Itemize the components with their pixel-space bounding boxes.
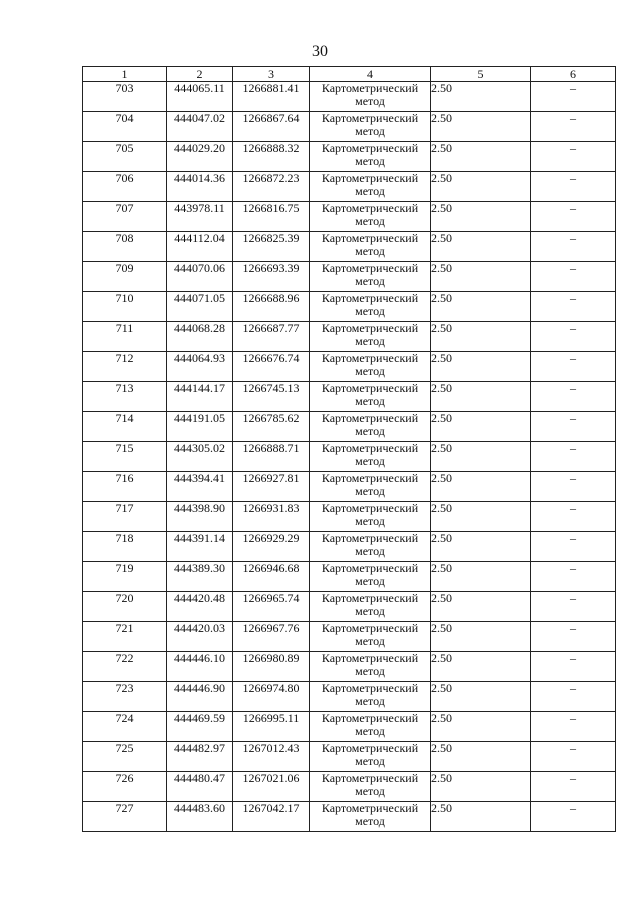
method-cell xyxy=(310,232,431,262)
method-label-line2: метод xyxy=(355,274,385,288)
method-label-line2: метод xyxy=(355,424,385,438)
table-row xyxy=(83,292,616,322)
method-label-line2: метод xyxy=(355,304,385,318)
header-col-3: 3 xyxy=(233,67,310,82)
method-label-line1: Картометрический xyxy=(321,411,419,425)
method-cell xyxy=(310,412,431,442)
method-label-line1: Картометрический xyxy=(321,381,419,395)
x-coordinate-cell: 444398.90 xyxy=(167,502,233,532)
note-cell: – xyxy=(531,292,616,322)
header-col-1: 1 xyxy=(83,67,167,82)
method-cell xyxy=(310,712,431,742)
precision-cell: 2.50 xyxy=(431,592,531,622)
x-coordinate-cell: 444065.11 xyxy=(167,82,233,112)
note-cell: – xyxy=(531,472,616,502)
table-row xyxy=(83,772,616,802)
method-cell xyxy=(310,352,431,382)
method-label-line1: Картометрический xyxy=(321,321,419,335)
table-row xyxy=(83,562,616,592)
point-number-cell: 707 xyxy=(83,202,167,232)
point-number-cell: 724 xyxy=(83,712,167,742)
method-cell xyxy=(310,382,431,412)
x-coordinate-cell: 444483.60 xyxy=(167,802,233,832)
note-cell: – xyxy=(531,772,616,802)
table-row xyxy=(83,652,616,682)
y-coordinate-cell: 1266888.71 xyxy=(233,442,310,472)
method-label-line1: Картометрический xyxy=(321,531,419,545)
x-coordinate-cell: 444305.02 xyxy=(167,442,233,472)
method-cell xyxy=(310,292,431,322)
x-coordinate-cell: 444394.41 xyxy=(167,472,233,502)
point-number-cell: 717 xyxy=(83,502,167,532)
point-number-cell: 713 xyxy=(83,382,167,412)
y-coordinate-cell: 1266816.75 xyxy=(233,202,310,232)
method-label-line1: Картометрический xyxy=(321,651,419,665)
point-number-cell: 718 xyxy=(83,532,167,562)
method-label-line2: метод xyxy=(355,334,385,348)
precision-cell: 2.50 xyxy=(431,142,531,172)
header-col-6: 6 xyxy=(531,67,616,82)
table-row xyxy=(83,442,616,472)
point-number-cell: 726 xyxy=(83,772,167,802)
note-cell: – xyxy=(531,112,616,142)
table-row xyxy=(83,802,616,832)
precision-cell: 2.50 xyxy=(431,622,531,652)
y-coordinate-cell: 1266929.29 xyxy=(233,532,310,562)
table-row xyxy=(83,382,616,412)
method-label-line1: Картометрический xyxy=(321,501,419,515)
note-cell: – xyxy=(531,682,616,712)
method-cell xyxy=(310,592,431,622)
x-coordinate-cell: 444482.97 xyxy=(167,742,233,772)
page-number: 30 xyxy=(312,43,328,60)
x-coordinate-cell: 444047.02 xyxy=(167,112,233,142)
x-coordinate-cell: 444191.05 xyxy=(167,412,233,442)
method-label-line1: Картометрический xyxy=(321,141,419,155)
precision-cell: 2.50 xyxy=(431,262,531,292)
method-label-line2: метод xyxy=(355,814,385,828)
method-label-line2: метод xyxy=(355,154,385,168)
y-coordinate-cell: 1266980.89 xyxy=(233,652,310,682)
method-cell xyxy=(310,562,431,592)
x-coordinate-cell: 444389.30 xyxy=(167,562,233,592)
method-label-line1: Картометрический xyxy=(321,441,419,455)
x-coordinate-cell: 444446.10 xyxy=(167,652,233,682)
method-label-line1: Картометрический xyxy=(321,351,419,365)
method-label-line1: Картометрический xyxy=(321,621,419,635)
table-row xyxy=(83,472,616,502)
precision-cell: 2.50 xyxy=(431,562,531,592)
method-label-line2: метод xyxy=(355,514,385,528)
method-cell xyxy=(310,772,431,802)
point-number-cell: 712 xyxy=(83,352,167,382)
point-number-cell: 721 xyxy=(83,622,167,652)
point-number-cell: 705 xyxy=(83,142,167,172)
method-cell xyxy=(310,442,431,472)
method-label-line2: метод xyxy=(355,214,385,228)
method-label-line2: метод xyxy=(355,724,385,738)
y-coordinate-cell: 1267042.17 xyxy=(233,802,310,832)
precision-cell: 2.50 xyxy=(431,202,531,232)
y-coordinate-cell: 1266688.96 xyxy=(233,292,310,322)
y-coordinate-cell: 1266965.74 xyxy=(233,592,310,622)
note-cell: – xyxy=(531,622,616,652)
y-coordinate-cell: 1266825.39 xyxy=(233,232,310,262)
method-cell xyxy=(310,172,431,202)
table-header xyxy=(83,67,616,82)
precision-cell: 2.50 xyxy=(431,802,531,832)
precision-cell: 2.50 xyxy=(431,172,531,202)
method-label-line1: Картометрический xyxy=(321,261,419,275)
x-coordinate-cell: 444064.93 xyxy=(167,352,233,382)
y-coordinate-cell: 1266676.74 xyxy=(233,352,310,382)
point-number-cell: 711 xyxy=(83,322,167,352)
x-coordinate-cell: 443978.11 xyxy=(167,202,233,232)
precision-cell: 2.50 xyxy=(431,352,531,382)
precision-cell: 2.50 xyxy=(431,442,531,472)
precision-cell: 2.50 xyxy=(431,322,531,352)
point-number-cell: 723 xyxy=(83,682,167,712)
x-coordinate-cell: 444480.47 xyxy=(167,772,233,802)
table-row xyxy=(83,142,616,172)
method-label-line2: метод xyxy=(355,394,385,408)
note-cell: – xyxy=(531,322,616,352)
y-coordinate-cell: 1266927.81 xyxy=(233,472,310,502)
point-number-cell: 714 xyxy=(83,412,167,442)
point-number-cell: 727 xyxy=(83,802,167,832)
precision-cell: 2.50 xyxy=(431,772,531,802)
x-coordinate-cell: 444029.20 xyxy=(167,142,233,172)
table-row xyxy=(83,592,616,622)
method-label-line1: Картометрический xyxy=(321,561,419,575)
method-label-line1: Картометрический xyxy=(321,171,419,185)
note-cell: – xyxy=(531,442,616,472)
table-row xyxy=(83,412,616,442)
method-cell xyxy=(310,682,431,712)
point-number-cell: 708 xyxy=(83,232,167,262)
method-cell xyxy=(310,142,431,172)
method-label-line2: метод xyxy=(355,574,385,588)
table-row xyxy=(83,352,616,382)
note-cell: – xyxy=(531,652,616,682)
method-cell xyxy=(310,82,431,112)
method-label-line1: Картометрический xyxy=(321,231,419,245)
method-cell xyxy=(310,802,431,832)
method-cell xyxy=(310,202,431,232)
point-number-cell: 725 xyxy=(83,742,167,772)
precision-cell: 2.50 xyxy=(431,472,531,502)
precision-cell: 2.50 xyxy=(431,412,531,442)
precision-cell: 2.50 xyxy=(431,532,531,562)
method-label-line1: Картометрический xyxy=(321,711,419,725)
method-label-line2: метод xyxy=(355,634,385,648)
method-label-line2: метод xyxy=(355,604,385,618)
x-coordinate-cell: 444420.03 xyxy=(167,622,233,652)
table-row xyxy=(83,502,616,532)
method-label-line2: метод xyxy=(355,454,385,468)
y-coordinate-cell: 1266974.80 xyxy=(233,682,310,712)
method-label-line2: метод xyxy=(355,544,385,558)
table-row xyxy=(83,172,616,202)
point-number-cell: 710 xyxy=(83,292,167,322)
method-cell xyxy=(310,262,431,292)
table-row xyxy=(83,322,616,352)
precision-cell: 2.50 xyxy=(431,682,531,712)
note-cell: – xyxy=(531,202,616,232)
method-label-line2: метод xyxy=(355,664,385,678)
table-row xyxy=(83,82,616,112)
method-label-line1: Картометрический xyxy=(321,201,419,215)
method-label-line1: Картометрический xyxy=(321,81,419,95)
note-cell: – xyxy=(531,382,616,412)
method-cell xyxy=(310,472,431,502)
precision-cell: 2.50 xyxy=(431,292,531,322)
header-col-4: 4 xyxy=(310,67,431,82)
method-cell xyxy=(310,532,431,562)
precision-cell: 2.50 xyxy=(431,502,531,532)
x-coordinate-cell: 444068.28 xyxy=(167,322,233,352)
x-coordinate-cell: 444446.90 xyxy=(167,682,233,712)
header-row xyxy=(83,67,616,82)
x-coordinate-cell: 444014.36 xyxy=(167,172,233,202)
table-row xyxy=(83,532,616,562)
note-cell: – xyxy=(531,532,616,562)
point-number-cell: 719 xyxy=(83,562,167,592)
method-cell xyxy=(310,112,431,142)
note-cell: – xyxy=(531,562,616,592)
method-label-line2: метод xyxy=(355,364,385,378)
table-row xyxy=(83,202,616,232)
y-coordinate-cell: 1266872.23 xyxy=(233,172,310,202)
method-cell xyxy=(310,502,431,532)
method-label-line2: метод xyxy=(355,124,385,138)
method-label-line2: метод xyxy=(355,484,385,498)
method-label-line1: Картометрический xyxy=(321,771,419,785)
method-label-line1: Картометрический xyxy=(321,471,419,485)
note-cell: – xyxy=(531,82,616,112)
y-coordinate-cell: 1267012.43 xyxy=(233,742,310,772)
y-coordinate-cell: 1266693.39 xyxy=(233,262,310,292)
note-cell: – xyxy=(531,502,616,532)
table-row xyxy=(83,112,616,142)
point-number-cell: 709 xyxy=(83,262,167,292)
header-col-2: 2 xyxy=(167,67,233,82)
y-coordinate-cell: 1266687.77 xyxy=(233,322,310,352)
table-row xyxy=(83,262,616,292)
y-coordinate-cell: 1266881.41 xyxy=(233,82,310,112)
table-row xyxy=(83,232,616,262)
y-coordinate-cell: 1266745.13 xyxy=(233,382,310,412)
point-number-cell: 715 xyxy=(83,442,167,472)
x-coordinate-cell: 444391.14 xyxy=(167,532,233,562)
note-cell: – xyxy=(531,352,616,382)
note-cell: – xyxy=(531,232,616,262)
method-label-line2: метод xyxy=(355,244,385,258)
y-coordinate-cell: 1266888.32 xyxy=(233,142,310,172)
x-coordinate-cell: 444144.17 xyxy=(167,382,233,412)
table-row xyxy=(83,682,616,712)
y-coordinate-cell: 1266785.62 xyxy=(233,412,310,442)
y-coordinate-cell: 1266931.83 xyxy=(233,502,310,532)
table-body xyxy=(83,82,616,832)
point-number-cell: 716 xyxy=(83,472,167,502)
method-label-line2: метод xyxy=(355,754,385,768)
note-cell: – xyxy=(531,592,616,622)
point-number-cell: 722 xyxy=(83,652,167,682)
x-coordinate-cell: 444420.48 xyxy=(167,592,233,622)
y-coordinate-cell: 1266867.64 xyxy=(233,112,310,142)
note-cell: – xyxy=(531,262,616,292)
table-row xyxy=(83,712,616,742)
precision-cell: 2.50 xyxy=(431,712,531,742)
x-coordinate-cell: 444070.06 xyxy=(167,262,233,292)
point-number-cell: 704 xyxy=(83,112,167,142)
method-label-line1: Картометрический xyxy=(321,681,419,695)
note-cell: – xyxy=(531,742,616,772)
precision-cell: 2.50 xyxy=(431,652,531,682)
method-cell xyxy=(310,622,431,652)
x-coordinate-cell: 444071.05 xyxy=(167,292,233,322)
method-label-line2: метод xyxy=(355,784,385,798)
method-cell xyxy=(310,322,431,352)
y-coordinate-cell: 1267021.06 xyxy=(233,772,310,802)
note-cell: – xyxy=(531,412,616,442)
note-cell: – xyxy=(531,142,616,172)
x-coordinate-cell: 444469.59 xyxy=(167,712,233,742)
method-label-line2: метод xyxy=(355,694,385,708)
table-row xyxy=(83,622,616,652)
precision-cell: 2.50 xyxy=(431,112,531,142)
precision-cell: 2.50 xyxy=(431,232,531,262)
method-label-line1: Картометрический xyxy=(321,801,419,815)
precision-cell: 2.50 xyxy=(431,742,531,772)
method-label-line1: Картометрический xyxy=(321,111,419,125)
precision-cell: 2.50 xyxy=(431,382,531,412)
method-cell xyxy=(310,742,431,772)
method-label-line1: Картометрический xyxy=(321,291,419,305)
note-cell: – xyxy=(531,712,616,742)
method-label-line2: метод xyxy=(355,184,385,198)
note-cell: – xyxy=(531,802,616,832)
precision-cell: 2.50 xyxy=(431,82,531,112)
method-label-line1: Картометрический xyxy=(321,741,419,755)
header-col-5: 5 xyxy=(431,67,531,82)
method-label-line2: метод xyxy=(355,94,385,108)
coordinates-table xyxy=(82,66,616,832)
table-row xyxy=(83,742,616,772)
point-number-cell: 706 xyxy=(83,172,167,202)
y-coordinate-cell: 1266967.76 xyxy=(233,622,310,652)
point-number-cell: 720 xyxy=(83,592,167,622)
x-coordinate-cell: 444112.04 xyxy=(167,232,233,262)
y-coordinate-cell: 1266995.11 xyxy=(233,712,310,742)
note-cell: – xyxy=(531,172,616,202)
method-cell xyxy=(310,652,431,682)
y-coordinate-cell: 1266946.68 xyxy=(233,562,310,592)
method-label-line1: Картометрический xyxy=(321,591,419,605)
point-number-cell: 703 xyxy=(83,82,167,112)
